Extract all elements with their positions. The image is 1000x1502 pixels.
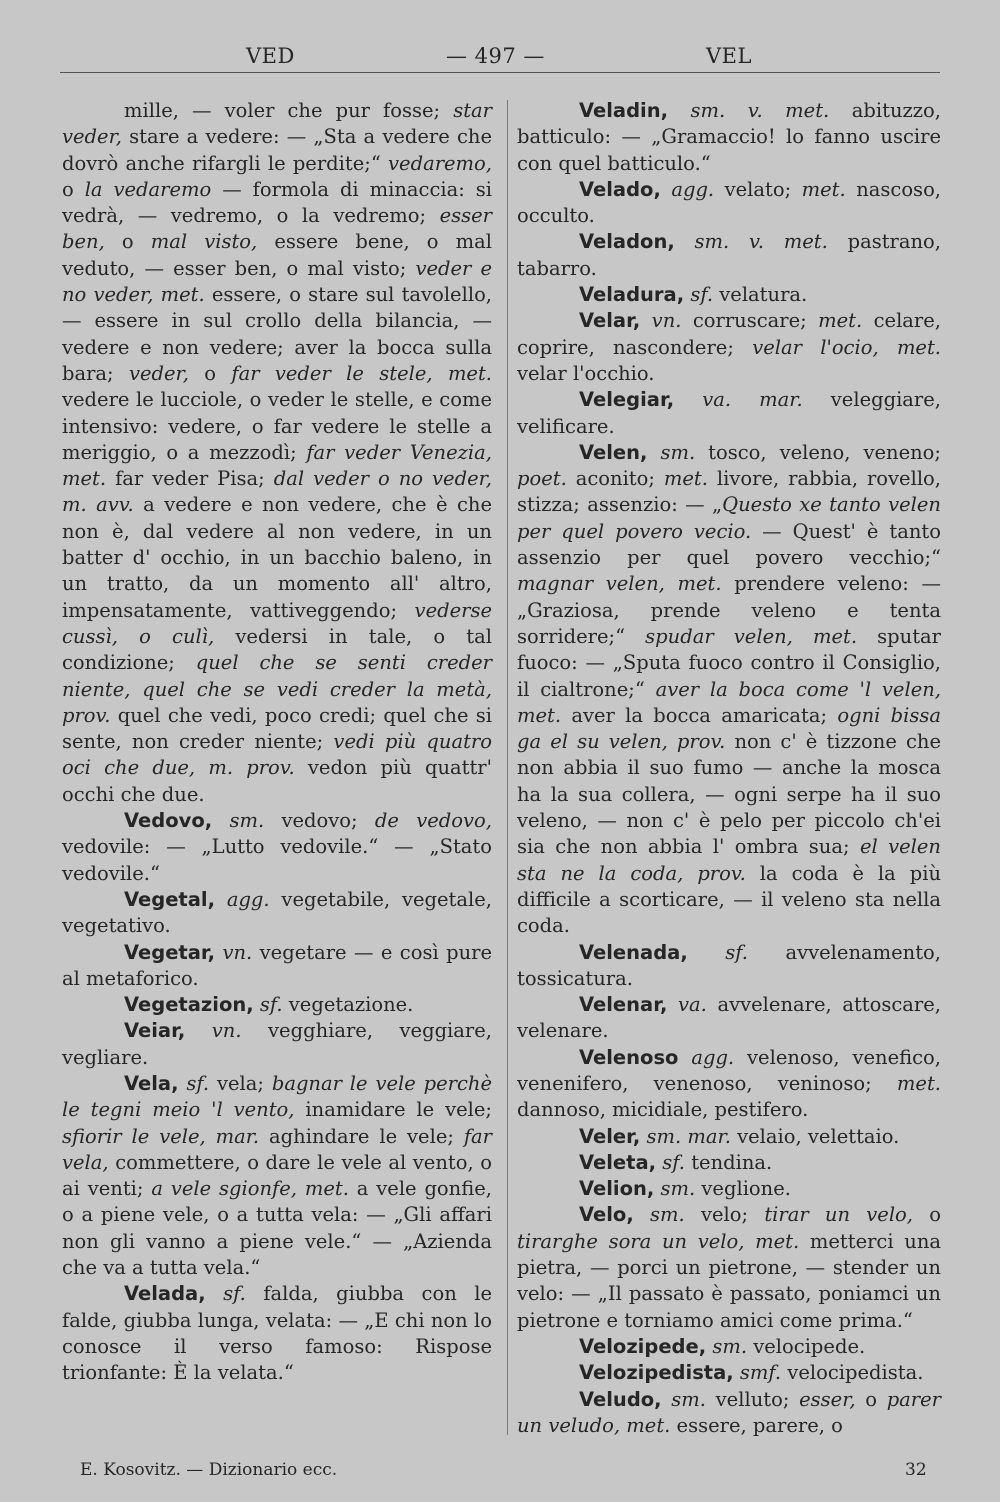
entry-text: livore, rabbia, rovello, stizza; assenzio: — „ (517, 467, 941, 517)
entry-text: o (104, 230, 151, 254)
entry-italic-text: tirarghe sora un velo, met. (517, 1229, 800, 1253)
entry-headword: Velen, (579, 440, 648, 464)
entry-italic-text: vederse cussì, o culì, (62, 598, 492, 648)
entry-italic-text: sm. v. met. (694, 230, 828, 254)
dictionary-entry (517, 1334, 941, 1360)
entry-text: velenoso, venefico, venenifero, venenoso, veninoso; (517, 1045, 942, 1095)
entry-italic-text: smf. (739, 1361, 782, 1385)
entry-italic-text: el velen sta ne la coda, prov. (517, 835, 941, 885)
entry-text: essere bene, o mal veduto, — esser ben, o mal visto; (62, 230, 493, 280)
entry-text: veleggiare, velificare. (517, 388, 941, 438)
dictionary-entry (62, 98, 492, 808)
entry-italic-text: agg. (671, 177, 715, 201)
entry-text: velatura. (713, 283, 808, 307)
entry-headword: Veiar, (124, 1019, 186, 1043)
entry-text: falda, giubba con le falde, giubba lunga, velata: — „E chi non lo conosce il verso famoso: Rispose trionfante: È la velata.“ (62, 1282, 493, 1385)
entry-text: velaio, velettaio. (730, 1124, 900, 1148)
entry-italic-text: tirar un velo, (764, 1203, 913, 1227)
dictionary-entry (517, 992, 941, 1045)
entry-headword: Vela, (124, 1071, 179, 1095)
dictionary-entry (517, 1124, 941, 1150)
entry-text: metterci una pietra, — porci un pietrone, — stender un velo: — „Il passato è passato, poniamci un pietrone e torniamo amici come prima.“ (517, 1229, 941, 1332)
entry-italic-text: veder, (128, 361, 189, 385)
entry-headword: Velenar, (579, 993, 668, 1017)
entry-text: mille, — voler che pur fosse; (124, 99, 454, 122)
entry-italic-text: va. mar. (702, 388, 803, 412)
dictionary-entry (62, 1018, 492, 1071)
entry-italic-text: sm. (671, 1387, 706, 1411)
entry-headword: Vegetal, (124, 887, 216, 911)
entry-italic-text: met. (663, 467, 708, 491)
dictionary-entry (62, 808, 492, 887)
entry-italic-text: far veder le stele, met. (231, 361, 493, 385)
entry-text: stare a vedere: — „Sta a vedere che dovrò anche rifargli le perdite;“ (62, 125, 492, 175)
entry-italic-text: Questo xe tanto velen per quel povero vecio. (517, 493, 941, 543)
entry-text: o (62, 177, 85, 201)
entry-text: a vedere e non vedere, che è che non è, dal vedere al non vedere, in un batter d' occhio, in un bacchio baleno, in un tratto, da un momento all' altro, impensatamente, vattiveggendo; (62, 493, 492, 622)
entry-headword: Veludo, (579, 1387, 662, 1411)
entry-italic-text: far veder Venezia, met. (62, 440, 492, 491)
dictionary-entry (517, 940, 941, 993)
entry-text: la coda è la più difficile a scorticare, — il veleno sta nella coda. (517, 861, 942, 938)
entry-text: commettere, o dare le vele al vento, o ai venti; (62, 1150, 492, 1201)
entry-italic-text: parer un veludo, met. (517, 1387, 941, 1437)
entry-italic-text: sm. (660, 440, 696, 464)
entry-italic-text: vedaremo, (388, 151, 492, 175)
entry-text: far veder Pisa; (106, 467, 274, 491)
entry-text: quel che vedi, poco credi; quel che si sente, non creder niente; (62, 703, 492, 754)
entry-headword: Vegetazion, (124, 993, 254, 1017)
entry-text: sputar fuoco: — „Sputa fuoco contro il Consiglio, il cialtrone;“ (517, 624, 941, 701)
entry-headword: Veler, (579, 1124, 641, 1148)
entry-headword: Velar, (579, 309, 641, 333)
entry-italic-text: sm. mar. (646, 1124, 731, 1148)
dictionary-entry (517, 229, 941, 282)
entry-italic-text: esser ben, (62, 204, 492, 254)
dictionary-entry (517, 1150, 941, 1176)
entry-text: vegetabile, vegetale, vegetativo. (62, 887, 492, 938)
entry-text: aver la bocca amaricata; (561, 703, 838, 727)
entry-headword: Velo, (579, 1203, 634, 1227)
entry-headword: Velado, (579, 177, 661, 201)
footer-author: E. Kosovitz. — Dizionario ecc. (80, 1460, 338, 1480)
entry-italic-text: sf. (259, 993, 283, 1017)
entry-italic-text: agg. (691, 1045, 735, 1069)
entry-text: dannoso, micidiale, pestifero. (517, 1098, 809, 1122)
entry-text: vedersi in tale, o tal condizione; (62, 624, 493, 675)
entry-italic-text: sf. (690, 283, 714, 307)
entry-italic-text: met. (896, 1071, 941, 1095)
entry-italic-text: velar l'ocio, met. (752, 335, 942, 359)
entry-italic-text: vn. (651, 309, 682, 333)
dictionary-entry (517, 1176, 941, 1202)
dictionary-entry (517, 1202, 941, 1333)
entry-headword: Vedovo, (124, 809, 213, 833)
right-column (517, 98, 941, 1439)
entry-headword: Velenada, (579, 940, 688, 964)
entry-italic-text: met. (801, 177, 846, 201)
dictionary-entry (517, 1045, 941, 1124)
dictionary-entry (517, 440, 941, 940)
entry-italic-text: vn. (211, 1019, 242, 1043)
header-rule (60, 72, 940, 73)
left-column (62, 98, 492, 1387)
dictionary-entry (62, 1071, 492, 1281)
entry-italic-text: quel che se senti creder niente, quel che se vedi creder la metà, prov. (62, 651, 492, 727)
entry-italic-text: spudar velen, met. (645, 624, 858, 648)
entry-headword: Velion, (579, 1177, 655, 1201)
entry-italic-text: sf. (223, 1282, 246, 1306)
entry-text: essere, o stare sul tavolello, — essere in sul crollo della bilancia, — vedere e non vedere; aver la bocca sulla bara; (62, 283, 493, 385)
entry-italic-text: sm. (712, 1334, 748, 1358)
dictionary-entry (62, 1281, 492, 1386)
entry-italic-text: la vedaremo (84, 177, 212, 201)
column-divider (507, 100, 508, 1435)
running-head-left: VED (246, 44, 295, 68)
signature-mark: 32 (905, 1460, 927, 1480)
entry-text: velar l'occhio. (517, 361, 655, 385)
entry-text: avvelenamento, tossicatura. (517, 940, 941, 990)
entry-italic-text: de vedovo, (374, 809, 492, 833)
entry-italic-text: sf. (662, 1150, 685, 1174)
dictionary-entry (62, 887, 492, 940)
entry-text: — formola di minaccia: si vedrà, — vedremo, o la vedremo; (62, 177, 492, 228)
entry-text: tosco, veleno, veneno; (695, 440, 941, 464)
entry-headword: Velozipedista, (579, 1361, 734, 1385)
entry-headword: Vegetar, (124, 940, 216, 964)
entry-italic-text: esser, (799, 1387, 856, 1411)
entry-italic-text: a vele sgionfe, met. (151, 1177, 349, 1201)
entry-text: nascoso, occulto. (517, 177, 942, 228)
entry-text: veglione. (695, 1177, 791, 1201)
entry-text: corruscare; (681, 309, 819, 333)
page-number: — 497 — (446, 44, 545, 68)
entry-italic-text: ogni bissa ga el su velen, prov. (517, 703, 942, 754)
entry-italic-text: sf. (725, 940, 748, 964)
entry-text: o (188, 361, 232, 385)
entry-headword: Velenoso (579, 1045, 679, 1069)
entry-text: vegetare — e così pure al metaforico. (62, 940, 492, 990)
entry-headword: Velegiar, (579, 388, 675, 412)
entry-italic-text: agg. (226, 887, 270, 911)
entry-italic-text: star veder, (62, 99, 492, 149)
entry-headword: Veladura, (579, 283, 685, 307)
entry-text: vedere le lucciole, o veder le stelle, e come intensivo: vedere, o far vedere le stelle a meriggio, o a mezzodì; (62, 388, 492, 464)
dictionary-entry (517, 1387, 941, 1440)
entry-text: vedon più quattr' occhi che due. (62, 756, 492, 806)
dictionary-entry (62, 992, 492, 1018)
entry-text: vegetazione. (282, 993, 414, 1017)
dictionary-entry (517, 308, 941, 387)
entry-text: vela; (209, 1071, 272, 1095)
dictionary-entry (517, 98, 941, 177)
entry-text: velluto; (705, 1387, 800, 1411)
entry-italic-text: vedi più quatro oci che due, m. prov. (62, 730, 492, 780)
entry-text: aghindare le vele; (259, 1124, 464, 1148)
dictionary-entry (517, 177, 941, 230)
entry-text: aconito; (566, 467, 664, 491)
entry-text: celare, coprire, nascondere; (517, 309, 941, 359)
dictionary-entry (517, 282, 941, 308)
entry-italic-text: sm. (660, 1177, 696, 1201)
entry-text: velocipedista. (781, 1361, 924, 1385)
entry-italic-text: dal veder o no veder, m. avv. (62, 467, 492, 517)
entry-italic-text: sm. (229, 809, 265, 833)
entry-italic-text: far vela, (62, 1124, 493, 1174)
entry-text: abituzzo, batticulo: — „Gramaccio! lo fanno uscire con quel batticulo.“ (517, 99, 941, 175)
dictionary-entry (517, 387, 941, 440)
entry-text: inamidare le vele; (294, 1098, 492, 1122)
entry-text: o (913, 1203, 941, 1227)
entry-headword: Veleta, (579, 1150, 657, 1174)
entry-text: tendina. (685, 1150, 773, 1174)
entry-italic-text: vn. (222, 940, 253, 964)
entry-text: vedovile: — „Lutto vedovile.“ — „Stato vedovile.“ (62, 835, 492, 885)
entry-text: velato; (714, 177, 802, 201)
entry-italic-text: va. (678, 993, 707, 1017)
entry-text: velo; (684, 1203, 765, 1227)
entry-italic-text: aver la boca come 'l velen, met. (517, 677, 941, 727)
entry-headword: Veladin, (579, 99, 669, 122)
entry-text: avvelenare, attoscare, velenare. (517, 993, 941, 1043)
entry-text: essere, parere, o (670, 1413, 843, 1437)
entry-italic-text: sfiorir le vele, mar. (62, 1124, 260, 1148)
dictionary-entry (62, 940, 492, 993)
entry-text: a vele gonfie, o a piene vele, o a tutta vela: — „Gli affari non gli vanno a piene vele.“ — „Azienda che va a tutta vela.“ (62, 1177, 492, 1280)
entry-text: vegghiare, veggiare, vegliare. (62, 1019, 492, 1069)
entry-text: velocipede. (747, 1334, 866, 1358)
entry-text: vedovo; (264, 809, 375, 833)
entry-text: o (855, 1387, 887, 1411)
entry-text: non c' è tizzone che non abbia il suo fumo — anche la mosca ha la sua collera, — ogni serpe ha il suo veleno, — non c' è pelo per piccolo ch'ei sia che non abbia l' ombra sua; (517, 730, 942, 859)
entry-italic-text: magnar velen, met. (517, 572, 722, 596)
entry-text: pastrano, tabarro. (517, 230, 941, 280)
entry-text: — Quest' è tanto assenzio per quel povero vecchio;“ (517, 519, 941, 570)
entry-italic-text: sm. (650, 1203, 685, 1227)
entry-headword: Velozipede, (579, 1334, 707, 1358)
entry-italic-text: poet. (517, 467, 567, 491)
entry-text: prendere veleno: — „Graziosa, prende veleno e tenta sorridere;“ (517, 572, 941, 648)
entry-italic-text: sm. v. met. (690, 99, 830, 122)
running-head-right: VEL (706, 44, 752, 68)
entry-headword: Velada, (124, 1282, 206, 1306)
dictionary-entry (517, 1360, 941, 1386)
entry-italic-text: bagnar le vele perchè le tegni meio 'l vento, (62, 1071, 493, 1122)
entry-italic-text: veder e no veder, met. (62, 256, 493, 307)
entry-italic-text: met. (818, 309, 863, 333)
entry-italic-text: sf. (186, 1071, 210, 1095)
entry-headword: Veladon, (579, 230, 675, 254)
entry-italic-text: mal visto, (150, 230, 258, 254)
